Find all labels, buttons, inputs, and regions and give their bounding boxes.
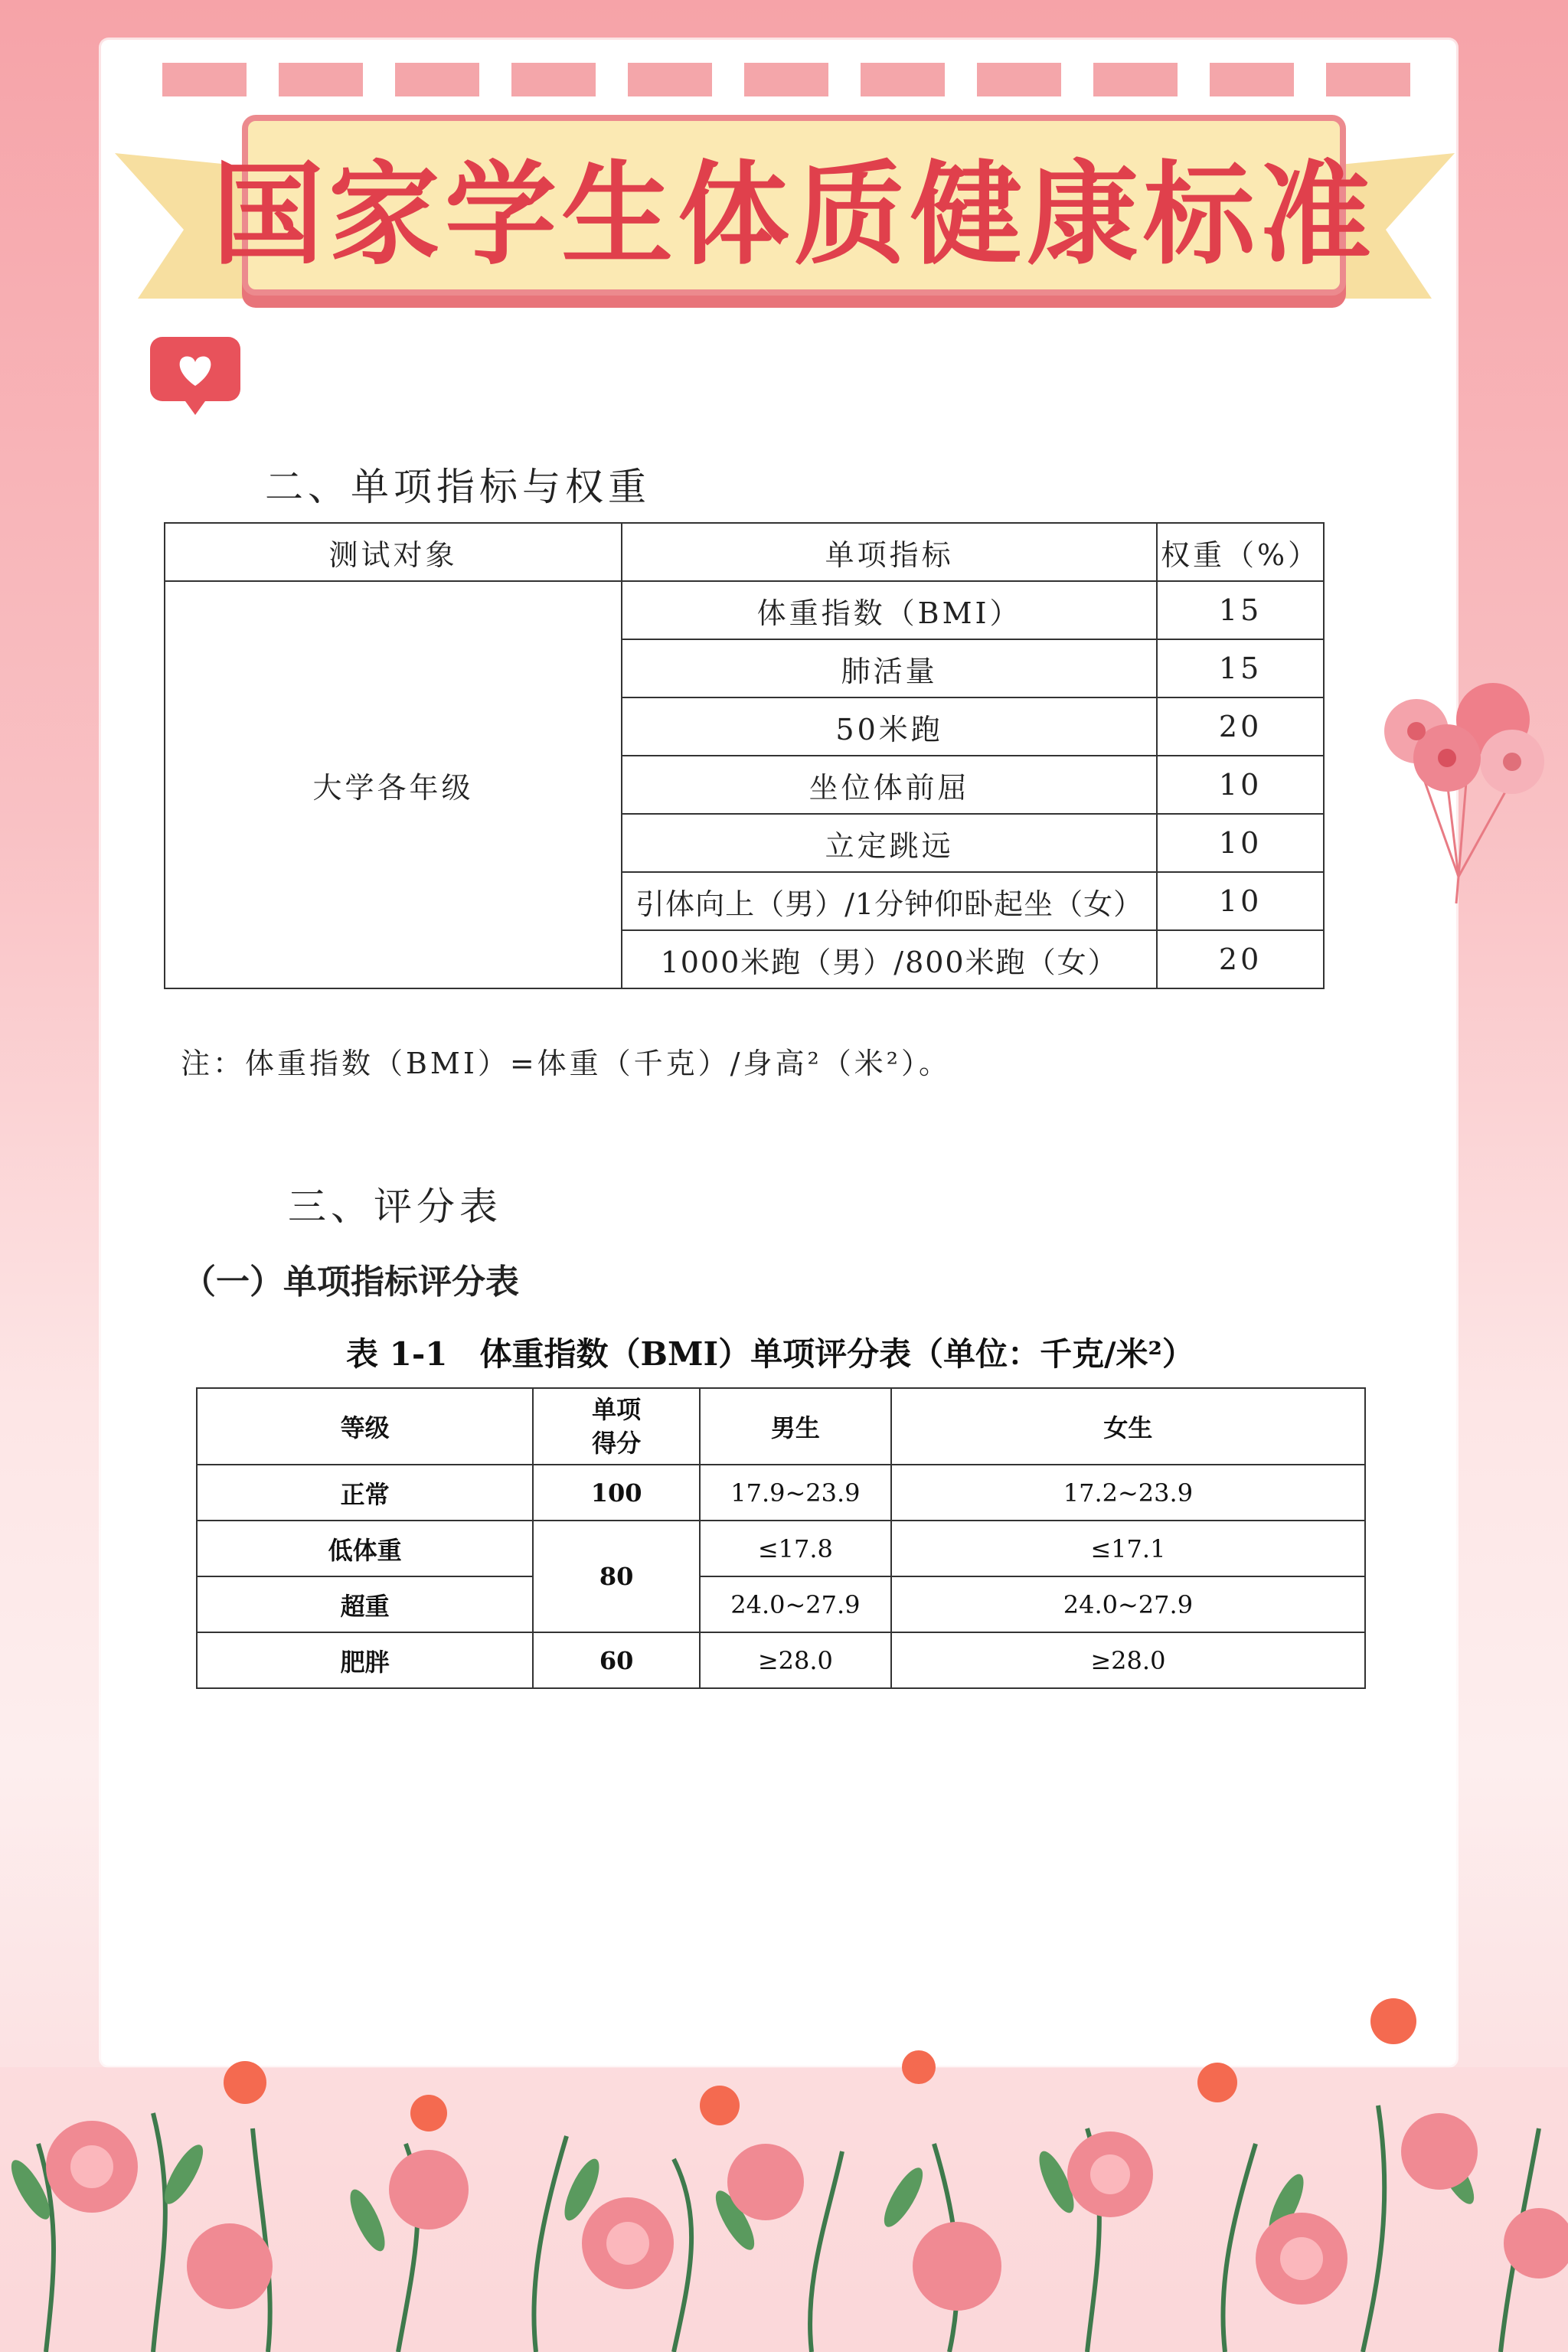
indicator-cell: 坐位体前屈 <box>622 756 1157 814</box>
female-cell: ≥28.0 <box>891 1632 1365 1688</box>
header-grade: 等级 <box>197 1388 533 1465</box>
grade-cell: 正常 <box>197 1465 533 1521</box>
flowers-decoration <box>0 1991 1568 2352</box>
top-dash <box>744 63 828 96</box>
table-caption: 表 1-1 体重指数（BMI）单项评分表（单位：千克/米²） <box>346 1335 1194 1373</box>
table-header-row <box>197 1388 1365 1465</box>
header-weight: 权重（%） <box>1157 523 1324 581</box>
table-row <box>197 1576 1365 1632</box>
top-dash <box>162 63 247 96</box>
subject-cell: 大学各年级 <box>165 581 622 988</box>
balloons-icon <box>1370 674 1547 911</box>
grade-cell: 低体重 <box>197 1521 533 1576</box>
top-dash <box>861 63 945 96</box>
section2-heading: 二、单项指标与权重 <box>265 465 651 509</box>
section3-subheading: （一）单项指标评分表 <box>182 1263 519 1302</box>
weight-cell: 15 <box>1157 581 1324 639</box>
top-dash <box>977 63 1061 96</box>
female-cell: ≤17.1 <box>891 1521 1365 1576</box>
indicator-cell: 引体向上（男）/1分钟仰卧起坐（女） <box>622 872 1157 930</box>
section3-heading: 三、评分表 <box>288 1184 502 1229</box>
score-cell: 60 <box>533 1632 700 1688</box>
top-dash <box>279 63 363 96</box>
bmi-note: 注：体重指数（BMI）=体重（千克）/身高²（米²）。 <box>181 1047 951 1080</box>
bmi-score-table <box>196 1387 1366 1689</box>
weights-table <box>164 522 1325 989</box>
table-header-row <box>165 523 1324 581</box>
table-row <box>197 1632 1365 1688</box>
indicator-cell: 肺活量 <box>622 639 1157 697</box>
male-cell: ≥28.0 <box>700 1632 891 1688</box>
female-cell: 24.0~27.9 <box>891 1576 1365 1632</box>
header-male: 男生 <box>700 1388 891 1465</box>
female-cell: 17.2~23.9 <box>891 1465 1365 1521</box>
table-row <box>197 1521 1365 1576</box>
weight-cell: 20 <box>1157 930 1324 988</box>
male-cell: 24.0~27.9 <box>700 1576 891 1632</box>
top-dash <box>511 63 596 96</box>
table-row <box>165 581 1324 639</box>
male-cell: ≤17.8 <box>700 1521 891 1576</box>
indicator-cell: 50米跑 <box>622 697 1157 756</box>
header-score: 单项 得分 <box>533 1388 700 1465</box>
top-dash <box>1093 63 1178 96</box>
male-cell: 17.9~23.9 <box>700 1465 891 1521</box>
header-female: 女生 <box>891 1388 1365 1465</box>
weight-cell: 10 <box>1157 872 1324 930</box>
top-dash <box>1210 63 1294 96</box>
score-cell: 100 <box>533 1465 700 1521</box>
top-dash <box>1326 63 1410 96</box>
weight-cell: 20 <box>1157 697 1324 756</box>
score-cell: 80 <box>533 1521 700 1632</box>
page-title: 国家学生体质健康标准 <box>212 150 1376 280</box>
header-subject: 测试对象 <box>165 523 622 581</box>
table-row <box>197 1465 1365 1521</box>
top-dash <box>395 63 479 96</box>
indicator-cell: 体重指数（BMI） <box>622 581 1157 639</box>
grade-cell: 超重 <box>197 1576 533 1632</box>
top-dash <box>628 63 712 96</box>
title-banner <box>212 115 1376 296</box>
header-indicator: 单项指标 <box>622 523 1157 581</box>
heart-badge-icon <box>150 337 240 416</box>
grade-cell: 肥胖 <box>197 1632 533 1688</box>
weight-cell: 10 <box>1157 756 1324 814</box>
weight-cell: 10 <box>1157 814 1324 872</box>
indicator-cell: 1000米跑（男）/800米跑（女） <box>622 930 1157 988</box>
weight-cell: 15 <box>1157 639 1324 697</box>
indicator-cell: 立定跳远 <box>622 814 1157 872</box>
